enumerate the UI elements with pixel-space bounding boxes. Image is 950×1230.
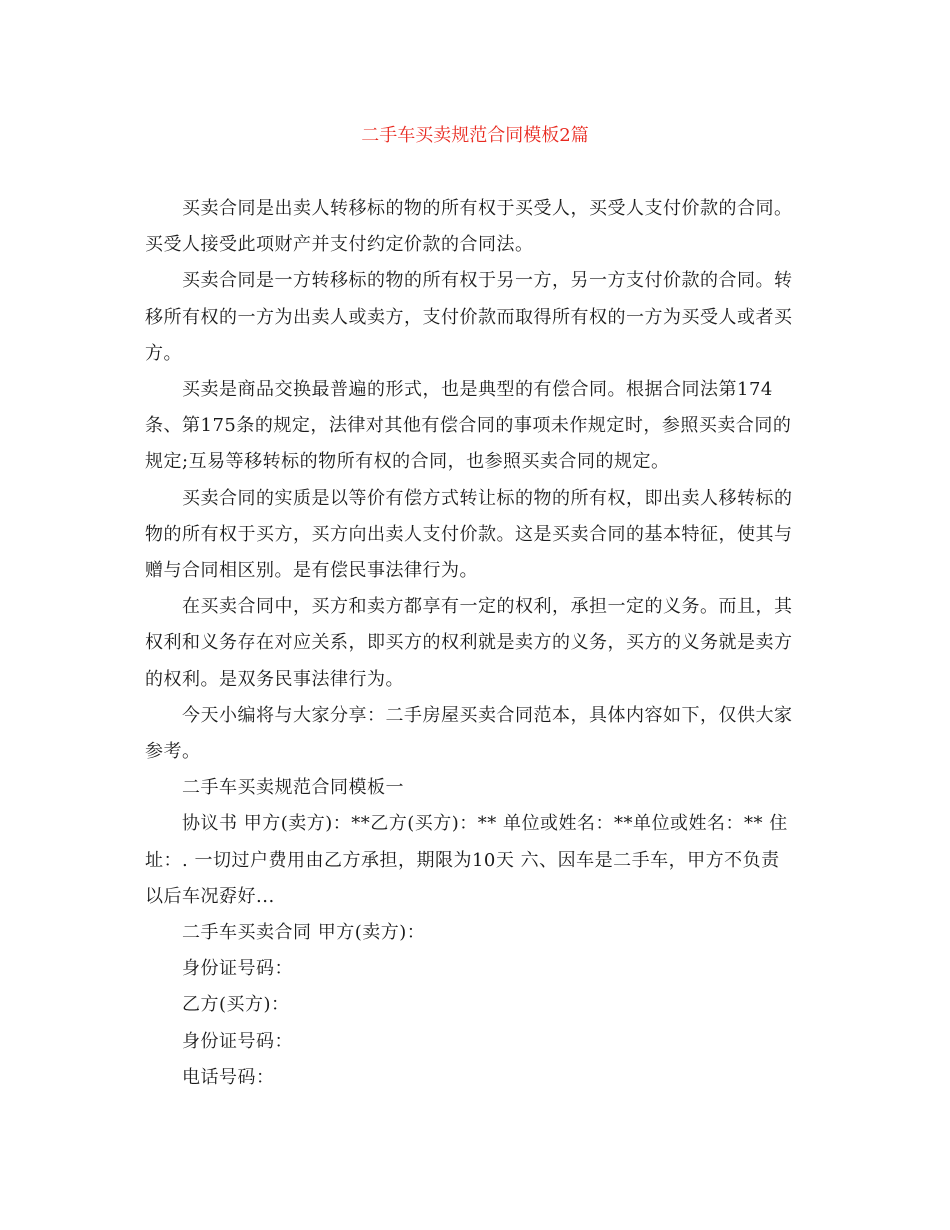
party-b-id-label: 身份证号码： [182,1030,293,1052]
paragraph-3: 买卖是商品交换最普遍的形式，也是典型的有偿合同。根据合同法第174 条、第175条的规定，法律对其他有偿合同的事项未作规定时，参照买卖合同的 规定;互易等移转标的物所有权的合同，也参照买卖合同的规定。 [145,379,792,473]
paragraph-2: 买卖合同是一方转移标的物的所有权于另一方，另一方支付价款的合同。转 移所有权的一方为出卖人或卖方，支付价款而取得所有权的一方为买受人或者买 方。 [145,270,793,364]
paragraph-agreement: 协议书 甲方(卖方)：**乙方(买方)：** 单位或姓名：**单位或姓名：** 住 址：. 一切过户费用由乙方承担，期限为10天 六、因车是二手车，甲方不负责 以后车况孬好... [145,813,788,907]
paragraph-1: 买卖合同是出卖人转移标的物的所有权于买受人，买受人支付价款的合同。 买受人接受此项财产并支付约定价款的合同法。 [145,198,793,256]
paragraph-4: 买卖合同的实质是以等价有偿方式转让标的物的所有权，即出卖人移转标的 物的所有权于买方，买方向出卖人支付价款。这是买卖合同的基本特征，使其与 赠与合同相区别。是有偿民事法律行为。 [145,487,793,582]
paragraph-5: 在买卖合同中，买方和卖方都享有一定的权利，承担一定的义务。而且，其 权利和义务存在对应关系，即买方的权利就是卖方的义务，买方的义务就是卖方 的权利。是双务民事法律行为。 [145,596,793,690]
party-a-id-label: 身份证号码： [182,958,293,980]
paragraph-6: 今天小编将与大家分享：二手房屋买卖合同范本，具体内容如下，仅供大家 参考。 [145,704,793,763]
contract-party-b: 乙方(买方)： [182,994,290,1016]
phone-label: 电话号码： [182,1066,275,1088]
document-title: 二手车买卖规范合同模板2篇 [361,125,589,146]
section-heading: 二手车买卖规范合同模板一 [182,777,404,799]
document-body [145,191,809,1096]
contract-party-a: 二手车买卖合同 甲方(卖方)： [182,922,426,944]
